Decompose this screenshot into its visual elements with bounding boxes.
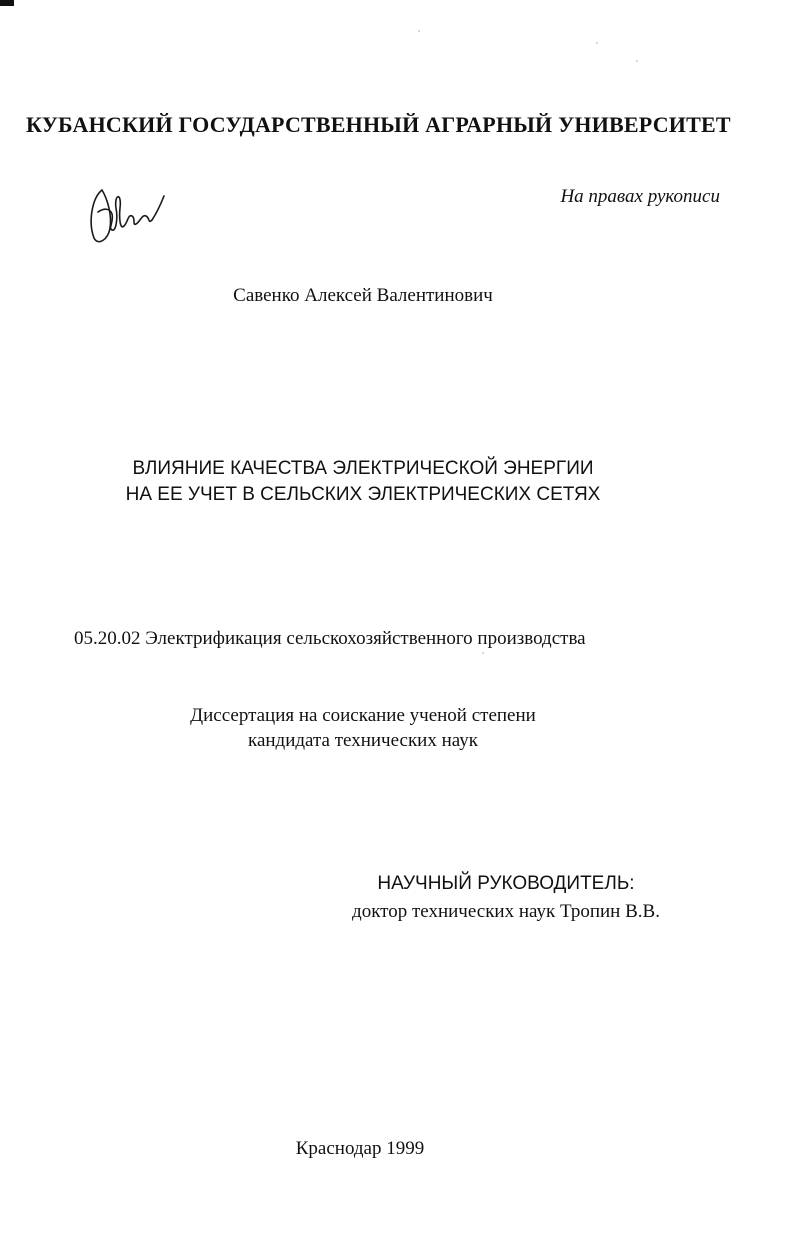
- city-year: Краснодар 1999: [295, 1138, 425, 1159]
- author-name: Савенко Алексей Валентинович: [233, 285, 493, 306]
- title-line: НА ЕЕ УЧЕТ В СЕЛЬСКИХ ЭЛЕКТРИЧЕСКИХ СЕТЯХ: [125, 484, 601, 505]
- title-line: ВЛИЯНИЕ КАЧЕСТВА ЭЛЕКТРИЧЕСКОЙ ЭНЕРГИИ: [132, 458, 594, 479]
- scan-artifact: [0, 0, 14, 6]
- supervisor-block: [296, 870, 716, 926]
- scan-speck: [482, 652, 484, 654]
- handwritten-signature: [86, 178, 166, 248]
- degree-line: кандидата технических наук: [248, 730, 478, 751]
- supervisor-name: доктор технических наук Тропин В.В.: [352, 901, 660, 922]
- university-name: КУБАНСКИЙ ГОСУДАРСТВЕННЫЙ АГРАРНЫЙ УНИВЕРСИТЕТ: [26, 112, 731, 137]
- supervisor-label: НАУЧНЫЙ РУКОВОДИТЕЛЬ:: [377, 873, 635, 894]
- scan-speck: [596, 42, 598, 44]
- manuscript-rights-note: На правах рукописи: [560, 186, 720, 207]
- scan-speck: [418, 30, 420, 32]
- specialty-code: 05.20.02 Электрификация сельскохозяйственного производства: [74, 628, 586, 649]
- degree-line: Диссертация на соискание ученой степени: [190, 705, 536, 726]
- degree-statement: [0, 703, 726, 753]
- dissertation-title: [0, 456, 726, 508]
- scan-speck: [636, 60, 638, 62]
